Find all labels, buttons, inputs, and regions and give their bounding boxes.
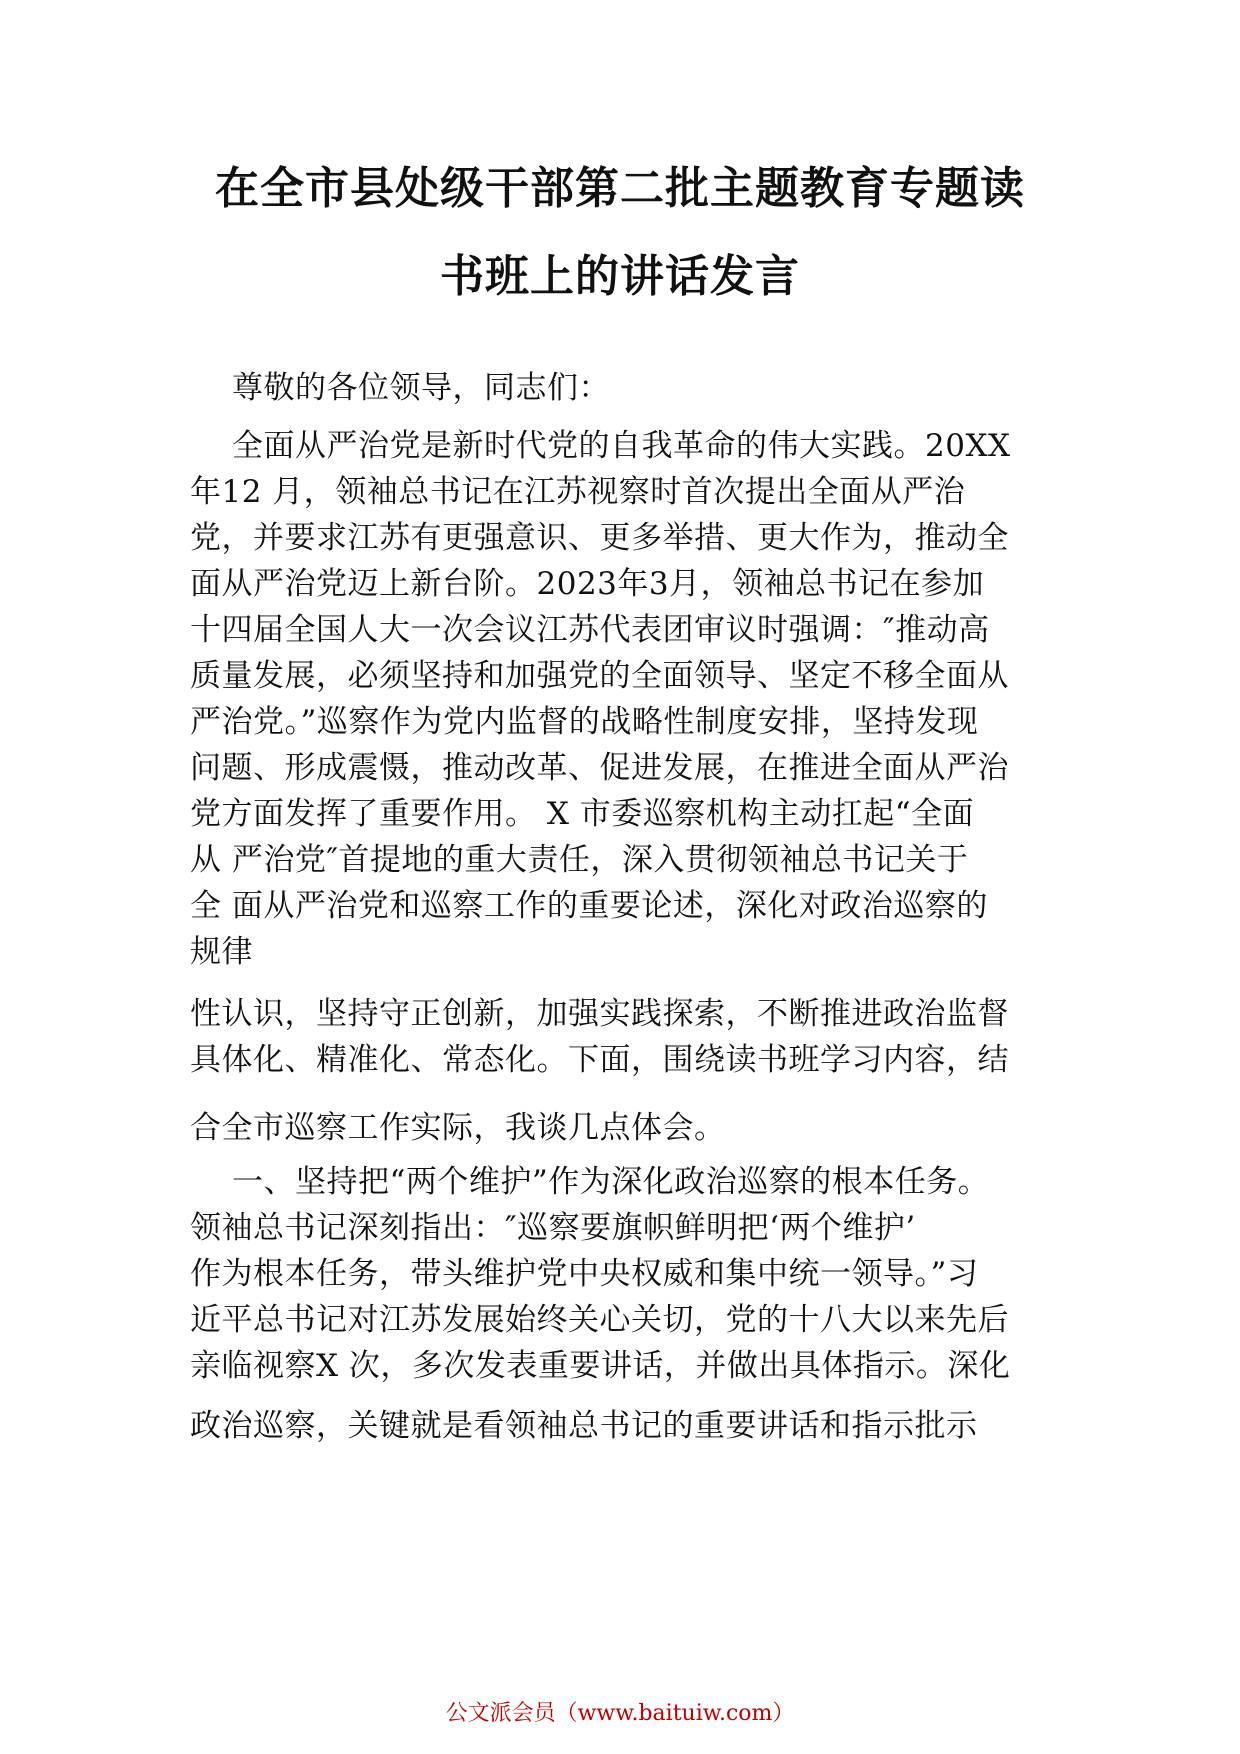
paragraph-line: 性认识，坚持守正创新，加强实践探索，不断推进政治监督 — [190, 996, 1009, 1032]
paragraph-line: 从 严治党″首提地的重大责任，深入贯彻领袖总书记关于 — [190, 842, 969, 878]
paragraph-line: 全面从严治党是新时代党的自我革命的伟大实践。20XX — [232, 428, 1011, 464]
paragraph-line: 质量发展，必须坚持和加强党的全面领导、坚定不移全面从 — [190, 658, 1009, 694]
footer-watermark: 公文派会员（www.baituiw.com） — [445, 1701, 795, 1726]
paragraph-line: 面从严治党迈上新台阶。2023年3月，领袖总书记在参加 — [190, 566, 985, 602]
paragraph-line: 亲临视察X 次，多次发表重要讲话，并做出具体指示。深化 — [190, 1348, 1011, 1384]
paragraph-line: 规律 — [190, 934, 253, 970]
document-title-line-1: 在全市县处级干部第二批主题教育专题读 — [215, 163, 1025, 214]
paragraph-line: 党，并要求江苏有更强意识、更多举措、更大作为，推动全 — [190, 520, 1009, 556]
paragraph-line: 十四届全国人大一次会议江苏代表团审议时强调：″推动高 — [190, 612, 990, 648]
paragraph-line: 全 面从严治党和巡察工作的重要论述，深化对政治巡察的 — [190, 888, 988, 924]
paragraph-line: 作为根本任务，带头维护党中央权威和集中统一领导。”习 — [190, 1256, 979, 1292]
paragraph-line: 年12 月，领袖总书记在江苏视察时首次提出全面从严治 — [190, 474, 966, 510]
section-heading-line: 一、坚持把“两个维护”作为深化政治巡察的根本任务。 — [232, 1164, 990, 1200]
paragraph-line: 合全市巡察工作实际，我谈几点体会。 — [190, 1110, 726, 1146]
paragraph-line: 领袖总书记深刻指出：″巡察要旗帜鲜明把‘两个维护’ — [190, 1210, 916, 1246]
paragraph-line: 近平总书记对江苏发展始终关心关切，党的十八大以来先后 — [190, 1302, 1009, 1338]
paragraph-line: 党方面发挥了重要作用。 X 市委巡察机构主动扛起“全面 — [190, 796, 975, 832]
paragraph-line: 严治党。”巡察作为党内监督的战略性制度安排，坚持发现 — [190, 704, 979, 740]
salutation: 尊敬的各位领导，同志们： — [232, 370, 610, 406]
paragraph-line: 具体化、精准化、常态化。下面，围绕读书班学习内容，结 — [190, 1042, 1009, 1078]
paragraph-line: 问题、形成震慑，推动改革、促进发展，在推进全面从严治 — [190, 750, 1009, 786]
paragraph-line: 政治巡察，关键就是看领袖总书记的重要讲话和指示批示 — [190, 1408, 978, 1444]
document-title-line-2: 书班上的讲话发言 — [440, 251, 800, 302]
